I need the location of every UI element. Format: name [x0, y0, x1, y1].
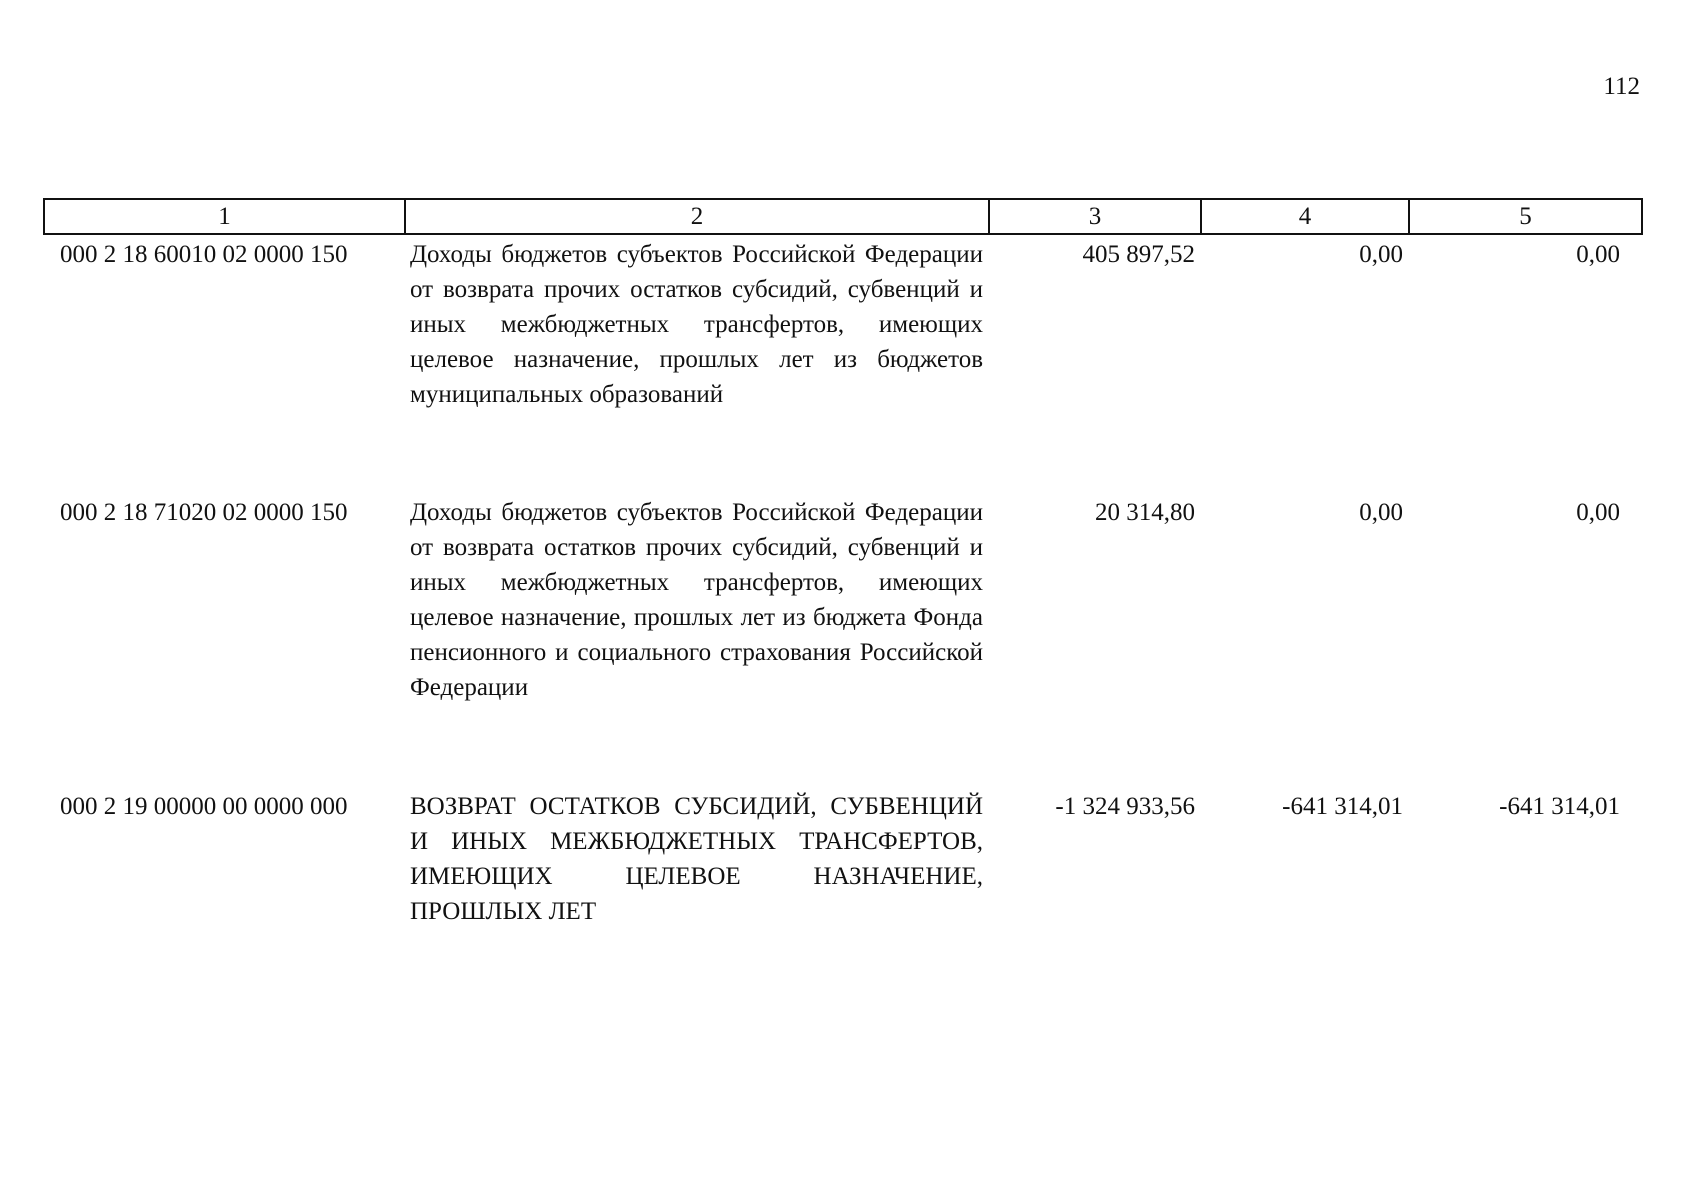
row-value-col4: 0,00 [1359, 499, 1403, 526]
row-value-col4: -641 314,01 [1282, 793, 1403, 820]
row-value-col5: 0,00 [1576, 241, 1620, 268]
header-col-5: 5 [1409, 199, 1642, 234]
row-value-col5: -641 314,01 [1499, 793, 1620, 820]
table-row [44, 234, 1642, 493]
row-value-col3: -1 324 933,56 [1055, 793, 1195, 820]
table-header [44, 199, 1642, 234]
row-value-col5: 0,00 [1576, 499, 1620, 526]
row-name: ВОЗВРАТ ОСТАТКОВ СУБСИДИЙ, СУБВЕНЦИЙ И ИНЫХ МЕЖБЮДЖЕТНЫХ ТРАНСФЕРТОВ, ИМЕЮЩИХ ЦЕЛЕВОЕ НАЗНАЧЕНИЕ, ПРОШЛЫХ ЛЕТ [410, 793, 983, 925]
table-row [44, 787, 1642, 949]
row-value-col3: 405 897,52 [1082, 241, 1195, 268]
table-body [44, 234, 1642, 949]
table-row [44, 493, 1642, 787]
page-number: 112 [1603, 73, 1640, 100]
row-code: 000 2 18 60010 02 0000 150 [60, 241, 348, 268]
header-col-2: 2 [405, 199, 989, 234]
row-name: Доходы бюджетов субъектов Российской Федерации от возврата прочих остатков субсидий, субвенций и иных межбюджетных трансфертов, имеющих целевое назначение, прошлых лет из бюджетов муниципальных образований [410, 241, 983, 408]
header-col-3: 3 [989, 199, 1201, 234]
row-code: 000 2 18 71020 02 0000 150 [60, 499, 348, 526]
budget-table [43, 198, 1643, 949]
row-name: Доходы бюджетов субъектов Российской Федерации от возврата остатков прочих субсидий, субвенций и иных межбюджетных трансфертов, имеющих целевое назначение, прошлых лет из бюджета Фонда пенсионного и социального страхования Российской Федерации [410, 499, 983, 701]
row-value-col3: 20 314,80 [1095, 499, 1195, 526]
row-value-col4: 0,00 [1359, 241, 1403, 268]
header-col-1: 1 [44, 199, 405, 234]
row-code: 000 2 19 00000 00 0000 000 [60, 793, 348, 820]
header-col-4: 4 [1201, 199, 1409, 234]
header-row [44, 199, 1642, 234]
